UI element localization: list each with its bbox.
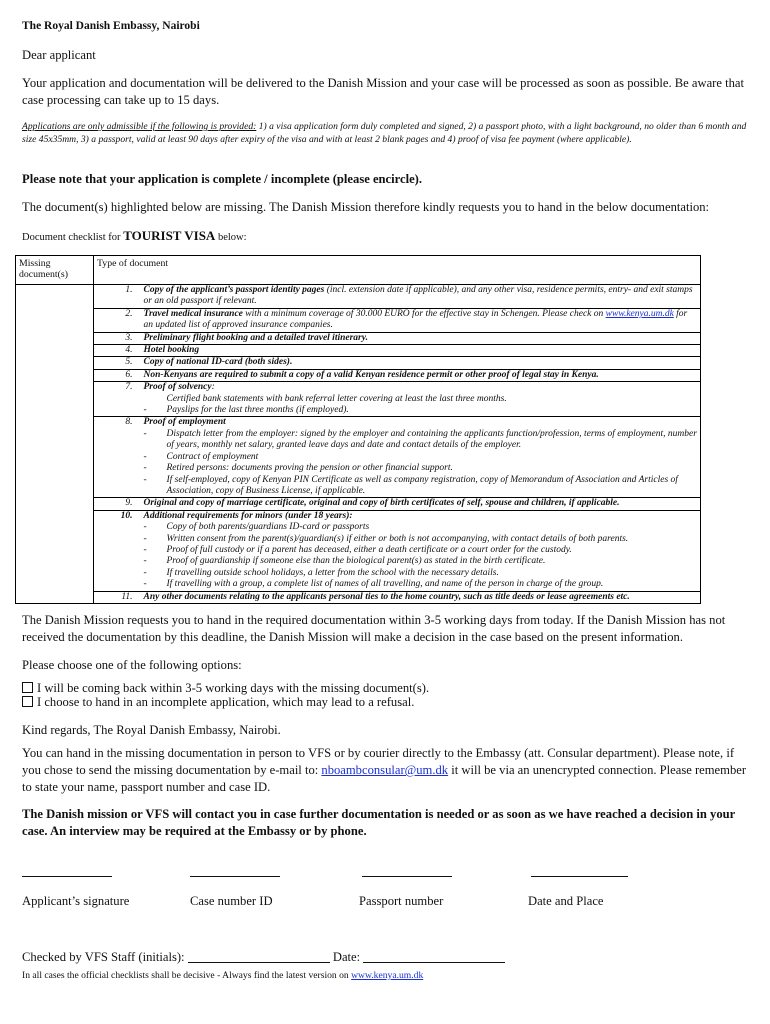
document-checklist-table [15,255,701,604]
deadline-paragraph: The Danish Mission requests you to hand in the required documentation within 3-5 working days from today. If the Danish Mission has not received the documentation by this deadline, the Danish Mission will make a decision in the case based on the present information. [22,613,726,644]
missing-cell[interactable] [16,285,94,309]
table-row: 7. Proof of solvency: Certified bank statements with bank referral letter covering at least the last three months. - Payslips for the last three months (if employed). [16,382,701,417]
missing-cell[interactable] [16,357,94,369]
column-header-type: Type of document [94,256,701,285]
option-return-checkbox[interactable] [22,682,33,693]
signature-line[interactable] [22,876,112,877]
footer-note: In all cases the official checklists shall be decisive - Always find the latest version on www.kenya.um.dk [22,970,424,981]
vfs-date-label: Date: [332,950,361,964]
vfs-check-label: Checked by VFS Staff (initials): [22,950,185,964]
missing-cell[interactable] [16,369,94,381]
vfs-date-line[interactable] [363,950,505,963]
case-number-label: Case number ID [190,894,273,908]
complete-note: Please note that your application is complete / incomplete (please encircle). [22,172,423,186]
date-place-label: Date and Place [528,894,604,908]
missing-cell[interactable] [16,510,94,591]
column-header-missing: Missing document(s) [16,256,94,285]
insurance-link[interactable]: www.kenya.um.dk [605,308,674,319]
table-row: 11. Any other documents relating to the applicants personal ties to the home country, such as title deeds or lease agreements etc. [16,591,701,603]
missing-cell[interactable] [16,308,94,332]
date-place-line[interactable] [531,876,628,877]
options-intro: Please choose one of the following options: [22,658,242,672]
table-row: 5. Copy of national ID-card (both sides). [16,357,701,369]
admissibility-text: 1) a visa application form duly completed and signed, 2) a passport photo, with a light background, no older than 6 month and size 45x35mm, 3) a passport, valid at least 90 days after expiry of the visa and with at least 2 blank pages and 4) proof of visa fee payment (where applicable). [22,121,747,145]
missing-cell[interactable] [16,591,94,603]
checklist-intro: Document checklist for TOURIST VISA below: [22,228,247,243]
missing-cell[interactable] [16,417,94,498]
option-incomplete[interactable]: I choose to hand in an incomplete application, which may lead to a refusal. [22,694,414,711]
table-row: 8. Proof of employment - Dispatch letter from the employer: signed by the employer and containing the applicants function/profession, terms of employment, number of years, monthly net salary, granted leave days and date and contact details of the employer. - Contract of employment - Retired persons: documents proving the pension or other financial support. - If self-employed, copy of Kenyan PIN Certificate as well as company registration, copy of Memorandum of Association and Articles of Association, copy of Business License, if applicable. [16,417,701,498]
table-header-row [16,256,701,285]
option-return[interactable]: I will be coming back within 3-5 working days with the missing document(s). [22,680,429,697]
vfs-initials-line[interactable] [188,950,330,963]
consular-email-link[interactable]: nboambconsular@um.dk [321,763,449,777]
missing-cell[interactable] [16,382,94,417]
handin-paragraph: You can hand in the missing documentation in person to VFS or by courier directly to the Embassy (att. Consular department). Please note, if you chose to send the missing documentation by e-mail to: nboambconsular@um.dk it will be via an unencrypted connection. Please remember to state your name, passport number and case ID. [22,746,747,794]
table-row: 6. Non-Kenyans are required to submit a copy of a valid Kenyan residence permit or other proof of legal stay in Kenya. [16,369,701,381]
kind-regards: Kind regards, The Royal Danish Embassy, Nairobi. [22,723,281,737]
missing-cell[interactable] [16,498,94,510]
case-number-line[interactable] [190,876,280,877]
vfs-check-row [22,949,505,966]
option-incomplete-checkbox[interactable] [22,696,33,707]
table-row: 1. Copy of the applicant’s passport identity pages (incl. extension date if applicable), and any other visa, residence permits, entry- and exit stamps or an old passport if relevant. [16,285,701,309]
contact-note: The Danish mission or VFS will contact you in case further documentation is needed or as soon as we have reached a decision in your case. An interview may be required at the Embassy or by phone. [22,807,735,838]
table-row: 3. Preliminary flight booking and a detailed travel itinerary. [16,332,701,344]
footer-link[interactable]: www.kenya.um.dk [351,970,424,981]
intro-paragraph: Your application and documentation will be delivered to the Danish Mission and your case will be processed as soon as possible. Be aware that case processing can take up to 15 days. [22,76,745,107]
table-row: 4. Hotel booking [16,345,701,357]
table-row: 2. Travel medical insurance with a minimum coverage of 30.000 EURO for the effective stay in Schengen. Please check on www.kenya.um.dk for an updated list of approved insurance companies. [16,308,701,332]
admissibility-lead: Applications are only admissible if the following is provided: [22,121,257,132]
passport-number-line[interactable] [362,876,452,877]
embassy-title: The Royal Danish Embassy, Nairobi [22,20,200,32]
missing-intro: The document(s) highlighted below are missing. The Danish Mission therefore kindly requests you to hand in the below documentation: [22,200,710,214]
greeting: Dear applicant [22,48,96,62]
passport-number-label: Passport number [359,894,444,908]
missing-cell[interactable] [16,345,94,357]
admissibility-paragraph [22,120,750,146]
signature-label: Applicant’s signature [22,894,130,908]
missing-cell[interactable] [16,332,94,344]
table-row: 10. Additional requirements for minors (under 18 years): - Copy of both parents/guardians ID-card or passports - Written consent from the parent(s)/guardian(s) if either or both is not accompanying, with contact details of both parents. - Proof of full custody or if a parent has deceased, either a death certificate or a court order for the custody. - Proof of guardianship if someone else than the biological parent(s) as stated in the birth certificate. - If travelling outside school holidays, a letter from the school with the necessary details. - If travelling with a group, a complete list of names of all travelling, and name of the person in charge of the group. [16,510,701,591]
table-row: 9. Original and copy of marriage certificate, original and copy of birth certificates of self, spouse and children, if applicable. [16,498,701,510]
visa-type: TOURIST VISA [123,228,216,243]
